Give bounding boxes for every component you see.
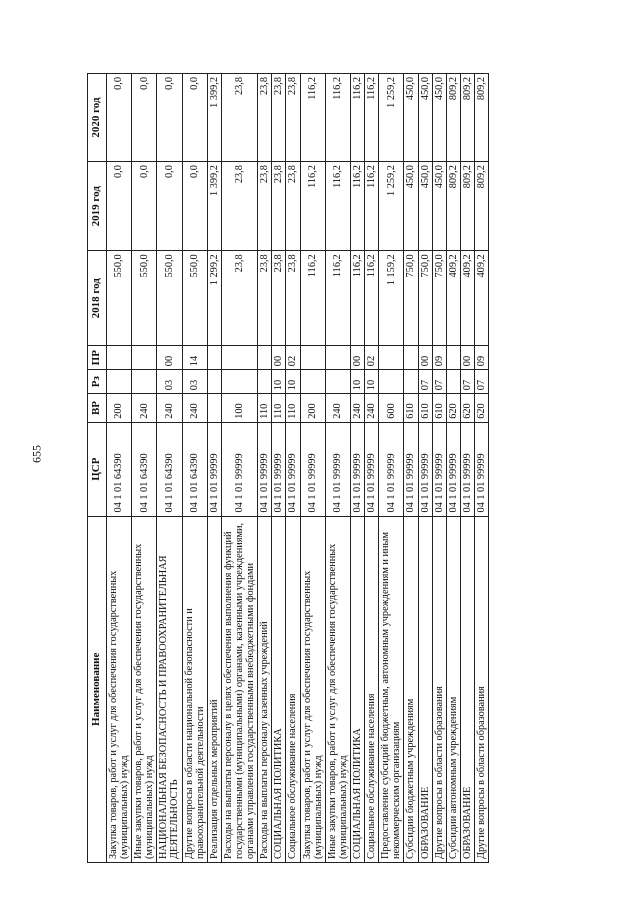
table-row: [258, 74, 272, 863]
cell-2019: 23,8: [272, 162, 286, 251]
table-row: [182, 74, 207, 863]
cell-2018: 116,2: [325, 251, 350, 346]
cell-2019: 450,0: [432, 162, 446, 251]
cell-2019: 23,8: [258, 162, 272, 251]
cell-csr: 04 1 01 99999: [350, 422, 364, 516]
cell-pr: [207, 346, 221, 370]
cell-rz: 07: [474, 370, 488, 394]
cell-csr: 04 1 01 99999: [325, 422, 350, 516]
cell-2020: 23,8: [258, 74, 272, 162]
cell-csr: 04 1 01 99999: [432, 422, 446, 516]
header-name: Наименование: [88, 516, 107, 862]
cell-rz: 07: [432, 370, 446, 394]
cell-csr: 04 1 01 99999: [286, 422, 300, 516]
cell-vr: [207, 394, 221, 423]
table-row: [157, 74, 182, 863]
cell-csr: 04 1 01 64390: [106, 422, 131, 516]
cell-name: Субсидии автономным учреждениям: [446, 516, 460, 862]
cell-pr: [446, 346, 460, 370]
cell-csr: 04 1 01 99999: [446, 422, 460, 516]
cell-vr: 200: [300, 394, 325, 423]
cell-rz: [379, 370, 404, 394]
cell-name: Закупка товаров, работ и услуг для обеспечения государственных (муниципальных) нужд: [300, 516, 325, 862]
cell-2020: 116,2: [365, 74, 379, 162]
table-row: [300, 74, 325, 863]
cell-2020: 0,0: [106, 74, 131, 162]
cell-name: Реализация отдельных мероприятий: [207, 516, 221, 862]
cell-2018: 550,0: [132, 251, 157, 346]
cell-vr: 240: [182, 394, 207, 423]
cell-vr: 240: [365, 394, 379, 423]
cell-2019: 0,0: [106, 162, 131, 251]
cell-2019: 809,2: [460, 162, 474, 251]
cell-name: ОБРАЗОВАНИЕ: [418, 516, 432, 862]
table-row: [365, 74, 379, 863]
table-row: [286, 74, 300, 863]
cell-2020: 1 259,2: [379, 74, 404, 162]
cell-2018: 116,2: [365, 251, 379, 346]
cell-2018: 550,0: [106, 251, 131, 346]
cell-2019: 0,0: [182, 162, 207, 251]
header-vr: ВР: [88, 394, 107, 423]
cell-rz: [325, 370, 350, 394]
cell-pr: [404, 346, 418, 370]
cell-vr: 610: [404, 394, 418, 423]
table-body: [106, 74, 488, 863]
cell-2020: 809,2: [474, 74, 488, 162]
table-row: [350, 74, 364, 863]
cell-2020: 809,2: [460, 74, 474, 162]
cell-2018: 23,8: [221, 251, 257, 346]
cell-rz: 03: [182, 370, 207, 394]
cell-rz: [106, 370, 131, 394]
cell-name: Предоставление субсидий бюджетным, автономным учреждениям и иным некоммерческим организациям: [379, 516, 404, 862]
cell-rz: 10: [272, 370, 286, 394]
cell-2019: 0,0: [132, 162, 157, 251]
cell-name: НАЦИОНАЛЬНАЯ БЕЗОПАСНОСТЬ И ПРАВООХРАНИТЕЛЬНАЯ ДЕЯТЕЛЬНОСТЬ: [157, 516, 182, 862]
cell-vr: 110: [258, 394, 272, 423]
cell-pr: [258, 346, 272, 370]
cell-vr: 240: [325, 394, 350, 423]
cell-pr: 00: [418, 346, 432, 370]
cell-vr: 110: [286, 394, 300, 423]
cell-csr: 04 1 01 99999: [300, 422, 325, 516]
cell-2018: 409,2: [460, 251, 474, 346]
cell-2020: 0,0: [157, 74, 182, 162]
cell-rz: [132, 370, 157, 394]
cell-csr: 04 1 01 99999: [404, 422, 418, 516]
cell-2019: 1 259,2: [379, 162, 404, 251]
cell-2018: 409,2: [474, 251, 488, 346]
cell-2019: 809,2: [474, 162, 488, 251]
cell-name: СОЦИАЛЬНАЯ ПОЛИТИКА: [350, 516, 364, 862]
cell-2019: 1 399,2: [207, 162, 221, 251]
cell-name: Иные закупки товаров, работ и услуг для обеспечения государственных (муниципальных) нужд: [325, 516, 350, 862]
cell-2018: 116,2: [300, 251, 325, 346]
cell-name: ОБРАЗОВАНИЕ: [460, 516, 474, 862]
cell-vr: 200: [106, 394, 131, 423]
cell-pr: [300, 346, 325, 370]
cell-2020: 450,0: [418, 74, 432, 162]
header-2019: 2019 год: [88, 162, 107, 251]
cell-csr: 04 1 01 99999: [272, 422, 286, 516]
cell-2020: 809,2: [446, 74, 460, 162]
cell-2018: 23,8: [258, 251, 272, 346]
cell-csr: 04 1 01 99999: [460, 422, 474, 516]
cell-vr: 100: [221, 394, 257, 423]
cell-2020: 450,0: [432, 74, 446, 162]
table-row: [272, 74, 286, 863]
cell-csr: 04 1 01 64390: [182, 422, 207, 516]
cell-2020: 450,0: [404, 74, 418, 162]
budget-table: [87, 73, 489, 863]
cell-rz: 10: [365, 370, 379, 394]
cell-pr: [325, 346, 350, 370]
cell-rz: [300, 370, 325, 394]
cell-name: Социальное обслуживание населения: [286, 516, 300, 862]
cell-2018: 1 299,2: [207, 251, 221, 346]
cell-2020: 0,0: [182, 74, 207, 162]
cell-pr: 00: [272, 346, 286, 370]
cell-csr: 04 1 01 64390: [132, 422, 157, 516]
cell-rz: 03: [157, 370, 182, 394]
cell-2019: 450,0: [418, 162, 432, 251]
cell-vr: 600: [379, 394, 404, 423]
cell-2020: 116,2: [350, 74, 364, 162]
table-row: [404, 74, 418, 863]
cell-vr: 620: [474, 394, 488, 423]
cell-pr: 09: [432, 346, 446, 370]
cell-pr: 00: [157, 346, 182, 370]
cell-2019: 116,2: [350, 162, 364, 251]
cell-rz: [446, 370, 460, 394]
cell-vr: 610: [418, 394, 432, 423]
cell-2018: 750,0: [404, 251, 418, 346]
table-row: [432, 74, 446, 863]
cell-vr: 240: [157, 394, 182, 423]
cell-2019: 23,8: [286, 162, 300, 251]
cell-rz: [404, 370, 418, 394]
header-2020: 2020 год: [88, 74, 107, 162]
cell-csr: 04 1 01 99999: [221, 422, 257, 516]
cell-rz: [221, 370, 257, 394]
cell-2018: 409,2: [446, 251, 460, 346]
cell-pr: 00: [350, 346, 364, 370]
cell-vr: 620: [446, 394, 460, 423]
cell-2019: 116,2: [365, 162, 379, 251]
cell-name: Иные закупки товаров, работ и услуг для обеспечения государственных (муниципальных) нужд: [132, 516, 157, 862]
cell-csr: 04 1 01 99999: [379, 422, 404, 516]
cell-name: СОЦИАЛЬНАЯ ПОЛИТИКА: [272, 516, 286, 862]
cell-2018: 116,2: [350, 251, 364, 346]
cell-rz: [207, 370, 221, 394]
cell-name: Расходы на выплаты персоналу казенных учреждений: [258, 516, 272, 862]
cell-name: Субсидии бюджетным учреждениям: [404, 516, 418, 862]
cell-2020: 1 399,2: [207, 74, 221, 162]
cell-csr: 04 1 01 99999: [474, 422, 488, 516]
cell-vr: 240: [350, 394, 364, 423]
cell-name: Расходы на выплаты персоналу в целях обеспечения выполнения функций государственными (муниципальными) органами, казенными учреждениями, органами управления государственными внебюджетными фондами: [221, 516, 257, 862]
cell-csr: 04 1 01 99999: [207, 422, 221, 516]
cell-vr: 610: [432, 394, 446, 423]
table-row: [474, 74, 488, 863]
table-header-row: [88, 74, 107, 863]
cell-csr: 04 1 01 99999: [418, 422, 432, 516]
cell-pr: 09: [474, 346, 488, 370]
cell-2019: 116,2: [325, 162, 350, 251]
cell-vr: 620: [460, 394, 474, 423]
cell-name: Другие вопросы в области национальной безопасности и правоохранительной деятельности: [182, 516, 207, 862]
cell-2020: 23,8: [286, 74, 300, 162]
cell-name: Социальное обслуживание населения: [365, 516, 379, 862]
cell-name: Другие вопросы в области образования: [432, 516, 446, 862]
cell-csr: 04 1 01 99999: [365, 422, 379, 516]
cell-pr: [132, 346, 157, 370]
cell-name: Другие вопросы в области образования: [474, 516, 488, 862]
table-row: [221, 74, 257, 863]
cell-pr: 02: [365, 346, 379, 370]
cell-2018: 550,0: [182, 251, 207, 346]
cell-pr: 14: [182, 346, 207, 370]
cell-csr: 04 1 01 99999: [258, 422, 272, 516]
cell-2018: 550,0: [157, 251, 182, 346]
cell-2019: 0,0: [157, 162, 182, 251]
cell-2018: 750,0: [418, 251, 432, 346]
header-csr: ЦСР: [88, 422, 107, 516]
cell-2019: 116,2: [300, 162, 325, 251]
cell-2018: 1 159,2: [379, 251, 404, 346]
cell-pr: [106, 346, 131, 370]
cell-pr: [379, 346, 404, 370]
table-row: [418, 74, 432, 863]
table-row: [379, 74, 404, 863]
cell-2019: 450,0: [404, 162, 418, 251]
cell-csr: 04 1 01 64390: [157, 422, 182, 516]
table-row: [460, 74, 474, 863]
header-pr: ПР: [88, 346, 107, 370]
cell-2018: 23,8: [272, 251, 286, 346]
cell-rz: 10: [350, 370, 364, 394]
cell-vr: 240: [132, 394, 157, 423]
cell-2019: 23,8: [221, 162, 257, 251]
cell-2020: 23,8: [272, 74, 286, 162]
cell-name: Закупка товаров, работ и услуг для обеспечения государственных (муниципальных) нужд: [106, 516, 131, 862]
cell-rz: [258, 370, 272, 394]
cell-2019: 809,2: [446, 162, 460, 251]
cell-rz: 07: [418, 370, 432, 394]
cell-vr: 110: [272, 394, 286, 423]
cell-2020: 23,8: [221, 74, 257, 162]
cell-2020: 0,0: [132, 74, 157, 162]
table-row: [207, 74, 221, 863]
cell-2020: 116,2: [325, 74, 350, 162]
table-row: [132, 74, 157, 863]
table-row: [446, 74, 460, 863]
cell-2018: 750,0: [432, 251, 446, 346]
cell-rz: 10: [286, 370, 300, 394]
header-rz: Рз: [88, 370, 107, 394]
rotated-table-container: [87, 73, 557, 863]
header-2018: 2018 год: [88, 251, 107, 346]
cell-2018: 23,8: [286, 251, 300, 346]
cell-pr: 02: [286, 346, 300, 370]
cell-2020: 116,2: [300, 74, 325, 162]
table-row: [106, 74, 131, 863]
page-number: 655: [29, 445, 44, 463]
cell-pr: 00: [460, 346, 474, 370]
cell-rz: 07: [460, 370, 474, 394]
table-row: [325, 74, 350, 863]
cell-pr: [221, 346, 257, 370]
